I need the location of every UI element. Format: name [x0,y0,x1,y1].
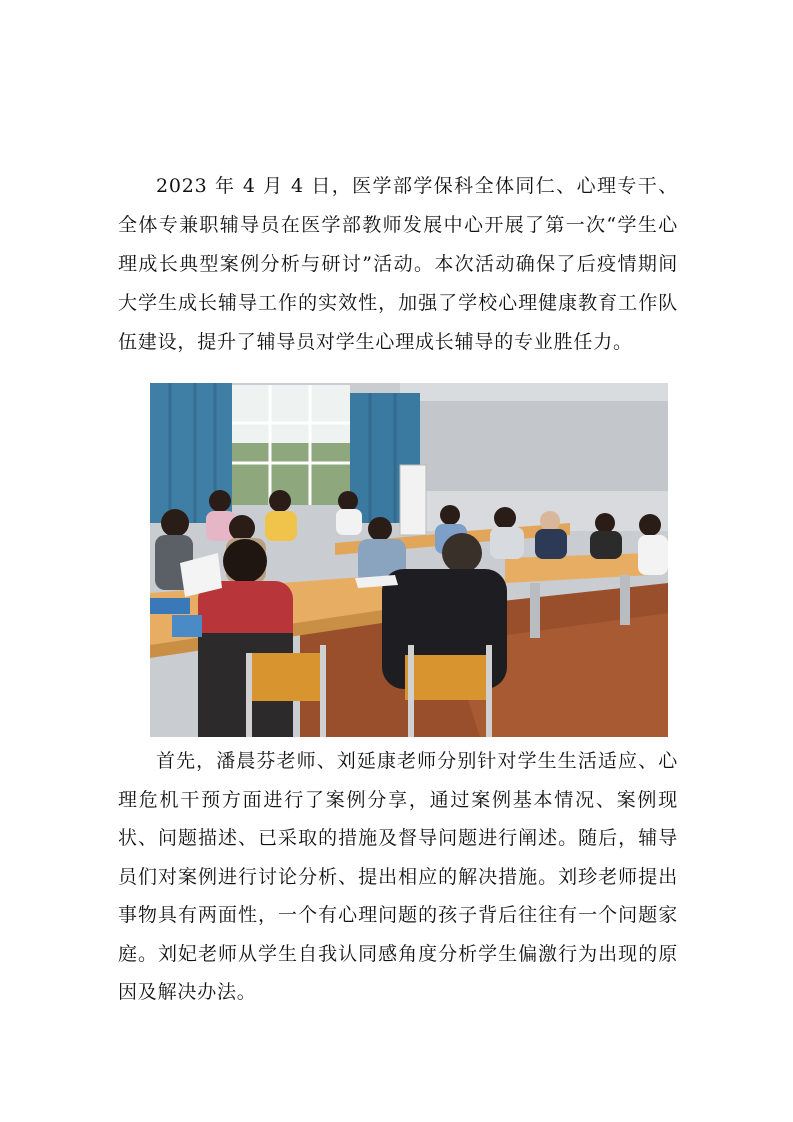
paragraph-intro: 2023 年 4 月 4 日，医学部学保科全体同仁、心理专干、全体专兼职辅导员在医学部教师发展中心开展了第一次“学生心理成长典型案例分析与研讨”活动。本次活动确保了后疫情期间大学生成长辅导工作的实效性，加强了学校心理健康教育工作队伍建设，提升了辅导员对学生心理成长辅导的专业胜任力。 [118,175,678,353]
paragraph-case-sharing: 首先，潘晨芬老师、刘延康老师分别针对学生生活适应、心理危机干预方面进行了案例分享，通过案例基本情况、案例现状、问题描述、已采取的措施及督导问题进行阐述。随后，辅导员们对案例进行讨论分析、提出相应的解决措施。刘珍老师提出事物具有两面性，一个有心理问题的孩子背后往往有一个问题家庭。刘妃老师从学生自我认同感角度分析学生偏激行为出现的原因及解决办法。 [118,750,678,1003]
meeting-photo [150,383,668,737]
